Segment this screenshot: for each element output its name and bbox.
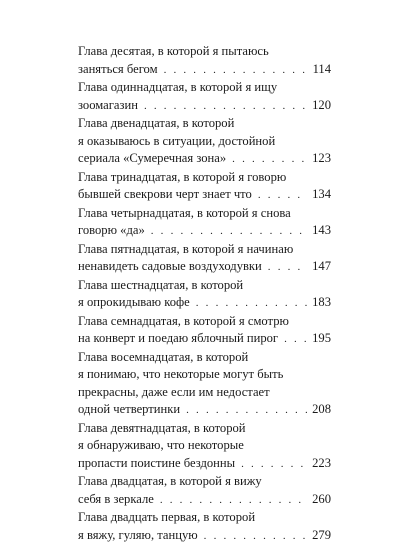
- page-number: 147: [312, 259, 331, 273]
- toc-entry-text: Глава семнадцатая, в которой я смотрю: [78, 313, 289, 328]
- toc-entry-text: Глава пятнадцатая, в которой я начинаю: [78, 241, 294, 256]
- page-number: 114: [312, 61, 331, 76]
- toc-entry-last-line: [78, 330, 331, 349]
- toc-entry-last-line: [78, 150, 331, 169]
- toc-entry: [78, 205, 331, 241]
- toc-entry-text: говорю «да»: [78, 223, 145, 237]
- page-number: 195: [312, 331, 331, 345]
- toc-entry-last-line: [78, 186, 331, 205]
- dot-leader: [241, 456, 307, 474]
- toc-entry-text: Глава девятнадцатая, в которой: [78, 420, 246, 435]
- toc-entry-text: ненавидеть садовые воздуходувки: [78, 259, 262, 273]
- toc-entry: [78, 313, 331, 349]
- toc-entry-text: Глава одиннадцатая, в которой я ищу: [78, 80, 278, 94]
- dot-leader: [232, 151, 307, 169]
- dot-leader: [164, 62, 308, 80]
- toc-entry: [78, 349, 331, 420]
- page-number: 279: [312, 527, 331, 542]
- toc-entry-last-line: [78, 222, 331, 241]
- toc-entry-text: Глава двадцатая, в которой я вижу: [78, 474, 262, 488]
- toc-entry-last-line: [78, 455, 331, 474]
- toc-entry-text: себя в зеркале: [78, 491, 154, 506]
- toc-entry-text: Глава восемнадцатая, в которой: [78, 349, 249, 364]
- toc-entry: [78, 115, 331, 169]
- toc-entry-text: одной четвертинки: [78, 402, 181, 416]
- dot-leader: [284, 331, 307, 349]
- toc-entry-text: сериала «Сумеречная зона»: [78, 151, 227, 165]
- toc-entry: [78, 43, 331, 79]
- toc-entry-text: Глава десятая, в которой я пытаюсь: [78, 44, 269, 58]
- page-number: 134: [312, 187, 331, 201]
- page-number: 208: [312, 402, 331, 416]
- toc-entry-text: бывшей свекрови черт знает что: [78, 187, 252, 201]
- toc-entry-text: пропасти поистине бездонны: [78, 455, 236, 470]
- toc-entry-text: Глава шестнадцатая, в которой: [78, 277, 244, 292]
- page-number: 120: [312, 97, 331, 112]
- toc-entry-text: Глава двенадцатая, в которой: [78, 116, 235, 130]
- toc-entry: [78, 420, 331, 474]
- toc-entry-text: заняться бегом: [78, 61, 158, 76]
- page-number: 223: [312, 455, 331, 470]
- dot-leader: [160, 492, 307, 510]
- toc-entry: [78, 509, 331, 545]
- dot-leader: [204, 528, 307, 546]
- toc-entry-text: я понимаю, что некоторые могут быть: [78, 367, 284, 381]
- toc-entry: [78, 277, 331, 313]
- toc-entry-text: на конверт и поедаю яблочный пирог: [78, 331, 279, 345]
- page-number: 183: [312, 295, 331, 309]
- toc-entry-last-line: [78, 401, 331, 420]
- toc-entry-text: Глава тринадцатая, в которой я говорю: [78, 169, 287, 184]
- toc-entry-last-line: [78, 491, 331, 510]
- dot-leader: [268, 259, 307, 277]
- toc-entry-text: я оказываюсь в ситуации, достойной: [78, 133, 276, 148]
- dot-leader: [196, 295, 307, 313]
- toc-entry-text: зоомагазин: [78, 97, 138, 112]
- dot-leader: [186, 402, 307, 420]
- page-number: 260: [312, 491, 331, 506]
- toc-entry: [78, 473, 331, 509]
- dot-leader: [151, 223, 307, 241]
- toc-entry-last-line: [78, 527, 331, 546]
- toc-entry: [78, 241, 331, 277]
- toc-entry-last-line: [78, 61, 331, 80]
- toc-entry: [78, 79, 331, 115]
- page-number: 143: [312, 223, 331, 237]
- table-of-contents: [78, 43, 331, 545]
- toc-entry-text: Глава двадцать первая, в которой: [78, 510, 256, 524]
- dot-leader: [144, 98, 307, 116]
- toc-entry-text: прекрасны, даже если им недостает: [78, 384, 270, 399]
- toc-entry-text: я опрокидываю кофе: [78, 295, 190, 309]
- toc-entry-text: я вяжу, гуляю, танцую: [78, 527, 198, 542]
- toc-entry-last-line: [78, 294, 331, 313]
- dot-leader: [258, 187, 307, 205]
- page-number: 123: [312, 151, 331, 165]
- toc-entry-last-line: [78, 258, 331, 277]
- toc-entry-text: Глава четырнадцатая, в которой я снова: [78, 205, 291, 220]
- toc-entry-text: я обнаруживаю, что некоторые: [78, 438, 244, 452]
- toc-entry-last-line: [78, 97, 331, 116]
- toc-entry: [78, 169, 331, 205]
